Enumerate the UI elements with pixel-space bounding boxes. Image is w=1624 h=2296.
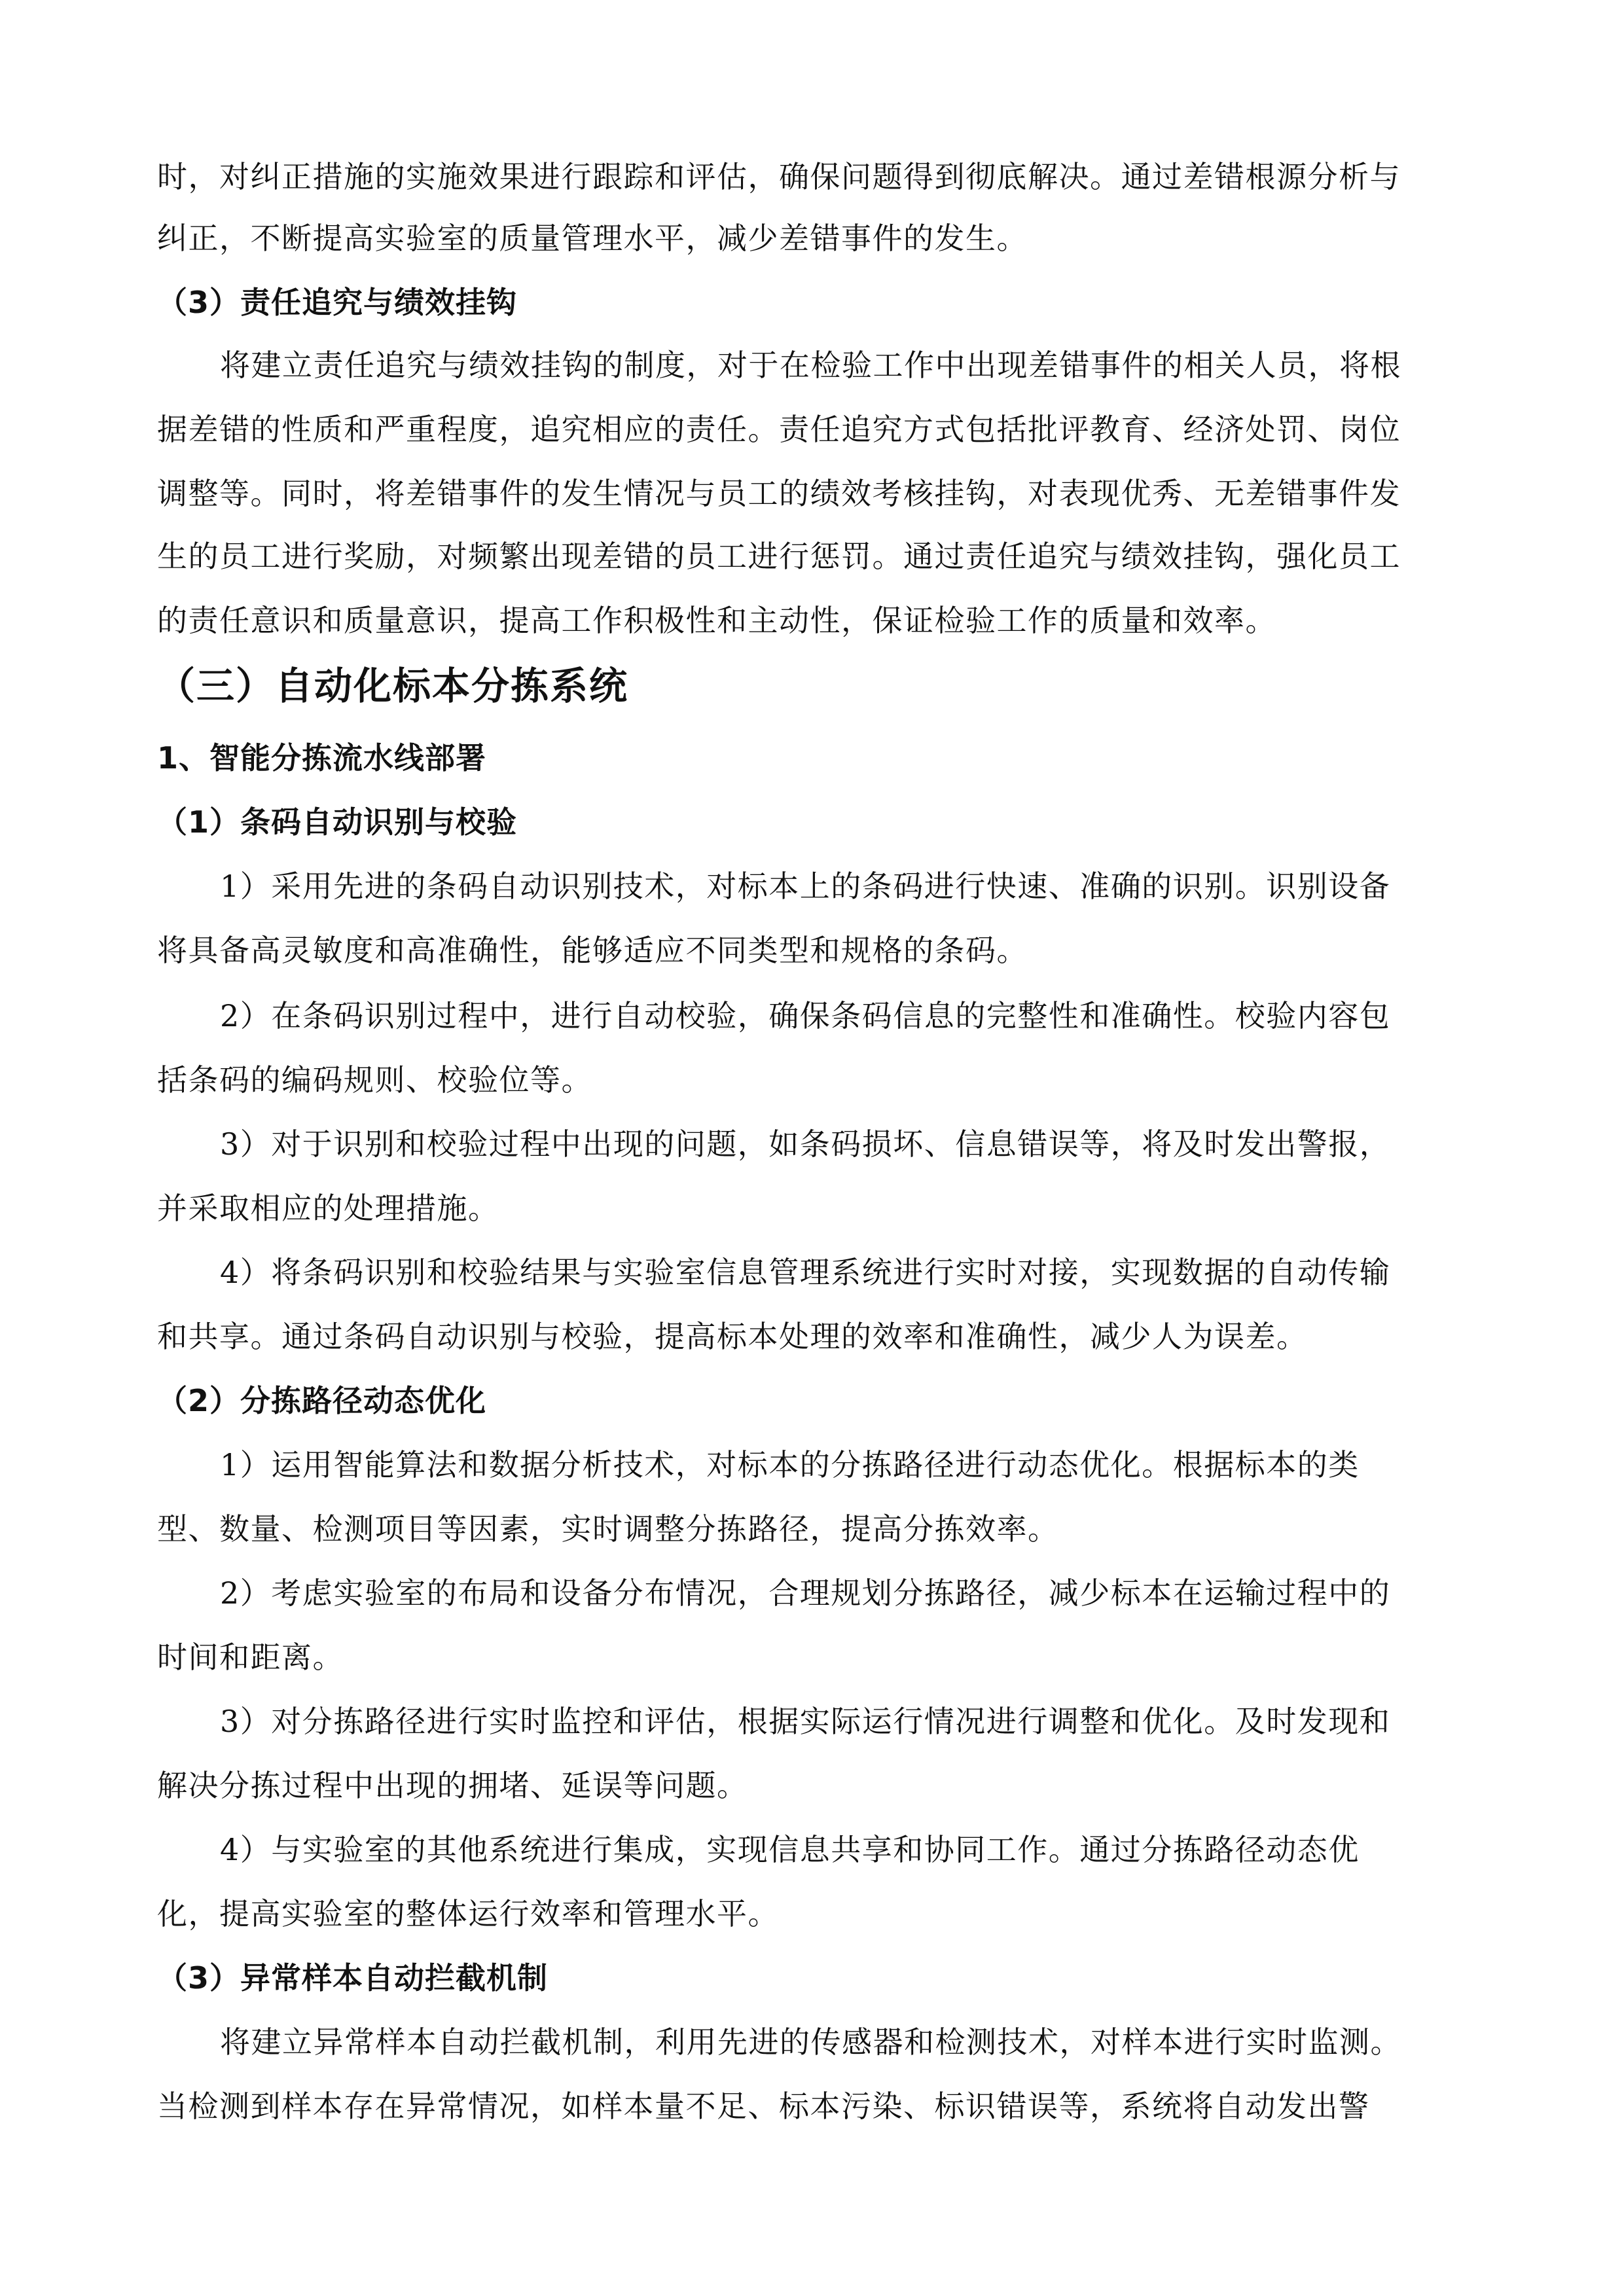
paragraph-line: 4）将条码识别和校验结果与实验室信息管理系统进行实时对接，实现数据的自动传输: [220, 1255, 1391, 1290]
paragraph-line: 1）运用智能算法和数据分析技术，对标本的分拣路径进行动态优化。根据标本的类: [220, 1447, 1360, 1482]
paragraph-line: 化，提高实验室的整体运行效率和管理水平。: [157, 1896, 779, 1931]
paragraph-line: 调整等。同时，将差错事件的发生情况与员工的绩效考核挂钩，对表现优秀、无差错事件发: [157, 476, 1401, 511]
paragraph-line: 纠正，不断提高实验室的质量管理水平，减少差错事件的发生。: [157, 221, 1028, 256]
section-heading: （三）自动化标本分拣系统: [157, 664, 629, 708]
paragraph-line: 2）考虑实验室的布局和设备分布情况，合理规划分拣路径，减少标本在运输过程中的: [220, 1575, 1391, 1611]
subheading-routing: （2）分拣路径动态优化: [157, 1383, 487, 1418]
paragraph-line: 的责任意识和质量意识，提高工作积极性和主动性，保证检验工作的质量和效率。: [157, 603, 1276, 638]
paragraph-line: 4）与实验室的其他系统进行集成，实现信息共享和协同工作。通过分拣路径动态优: [220, 1832, 1360, 1867]
paragraph-line: 时间和距离。: [157, 1640, 344, 1675]
item-heading: 1、智能分拣流水线部署: [157, 740, 487, 776]
paragraph-line: 和共享。通过条码自动识别与校验，提高标本处理的效率和准确性，减少人为误差。: [157, 1319, 1308, 1354]
subheading-barcode: （1）条码自动识别与校验: [157, 804, 518, 840]
paragraph-line: 3）对于识别和校验过程中出现的问题，如条码损坏、信息错误等，将及时发出警报，: [220, 1126, 1391, 1162]
paragraph-line: 型、数量、检测项目等因素，实时调整分拣路径，提高分拣效率。: [157, 1511, 1059, 1547]
paragraph-line: 将建立责任追究与绩效挂钩的制度，对于在检验工作中出现差错事件的相关人员，将根: [220, 348, 1401, 383]
paragraph-line: 当检测到样本存在异常情况，如样本量不足、标本污染、标识错误等，系统将自动发出警: [157, 2089, 1370, 2124]
paragraph-line: 2）在条码识别过程中，进行自动校验，确保条码信息的完整性和准确性。校验内容包: [220, 998, 1391, 1033]
paragraph-line: 括条码的编码规则、校验位等。: [157, 1062, 592, 1098]
paragraph-line: 1）采用先进的条码自动识别技术，对标本上的条码进行快速、准确的识别。识别设备: [220, 869, 1391, 904]
paragraph-line: 将建立异常样本自动拦截机制，利用先进的传感器和检测技术，对样本进行实时监测。: [220, 2024, 1401, 2060]
paragraph-line: 解决分拣过程中出现的拥堵、延误等问题。: [157, 1768, 748, 1803]
paragraph-line: 并采取相应的处理措施。: [157, 1191, 499, 1226]
paragraph-line: 3）对分拣路径进行实时监控和评估，根据实际运行情况进行调整和优化。及时发现和: [220, 1704, 1391, 1739]
paragraph-line: 将具备高灵敏度和高准确性，能够适应不同类型和规格的条码。: [157, 933, 1028, 968]
subheading-interception: （3）异常样本自动拦截机制: [157, 1960, 549, 1996]
subheading-responsibility: （3）责任追究与绩效挂钩: [157, 285, 518, 320]
paragraph-line: 据差错的性质和严重程度，追究相应的责任。责任追究方式包括批评教育、经济处罚、岗位: [157, 412, 1401, 447]
paragraph-line: 时，对纠正措施的实施效果进行跟踪和评估，确保问题得到彻底解决。通过差错根源分析与: [157, 159, 1401, 194]
paragraph-line: 生的员工进行奖励，对频繁出现差错的员工进行惩罚。通过责任追究与绩效挂钩，强化员工: [157, 539, 1401, 574]
